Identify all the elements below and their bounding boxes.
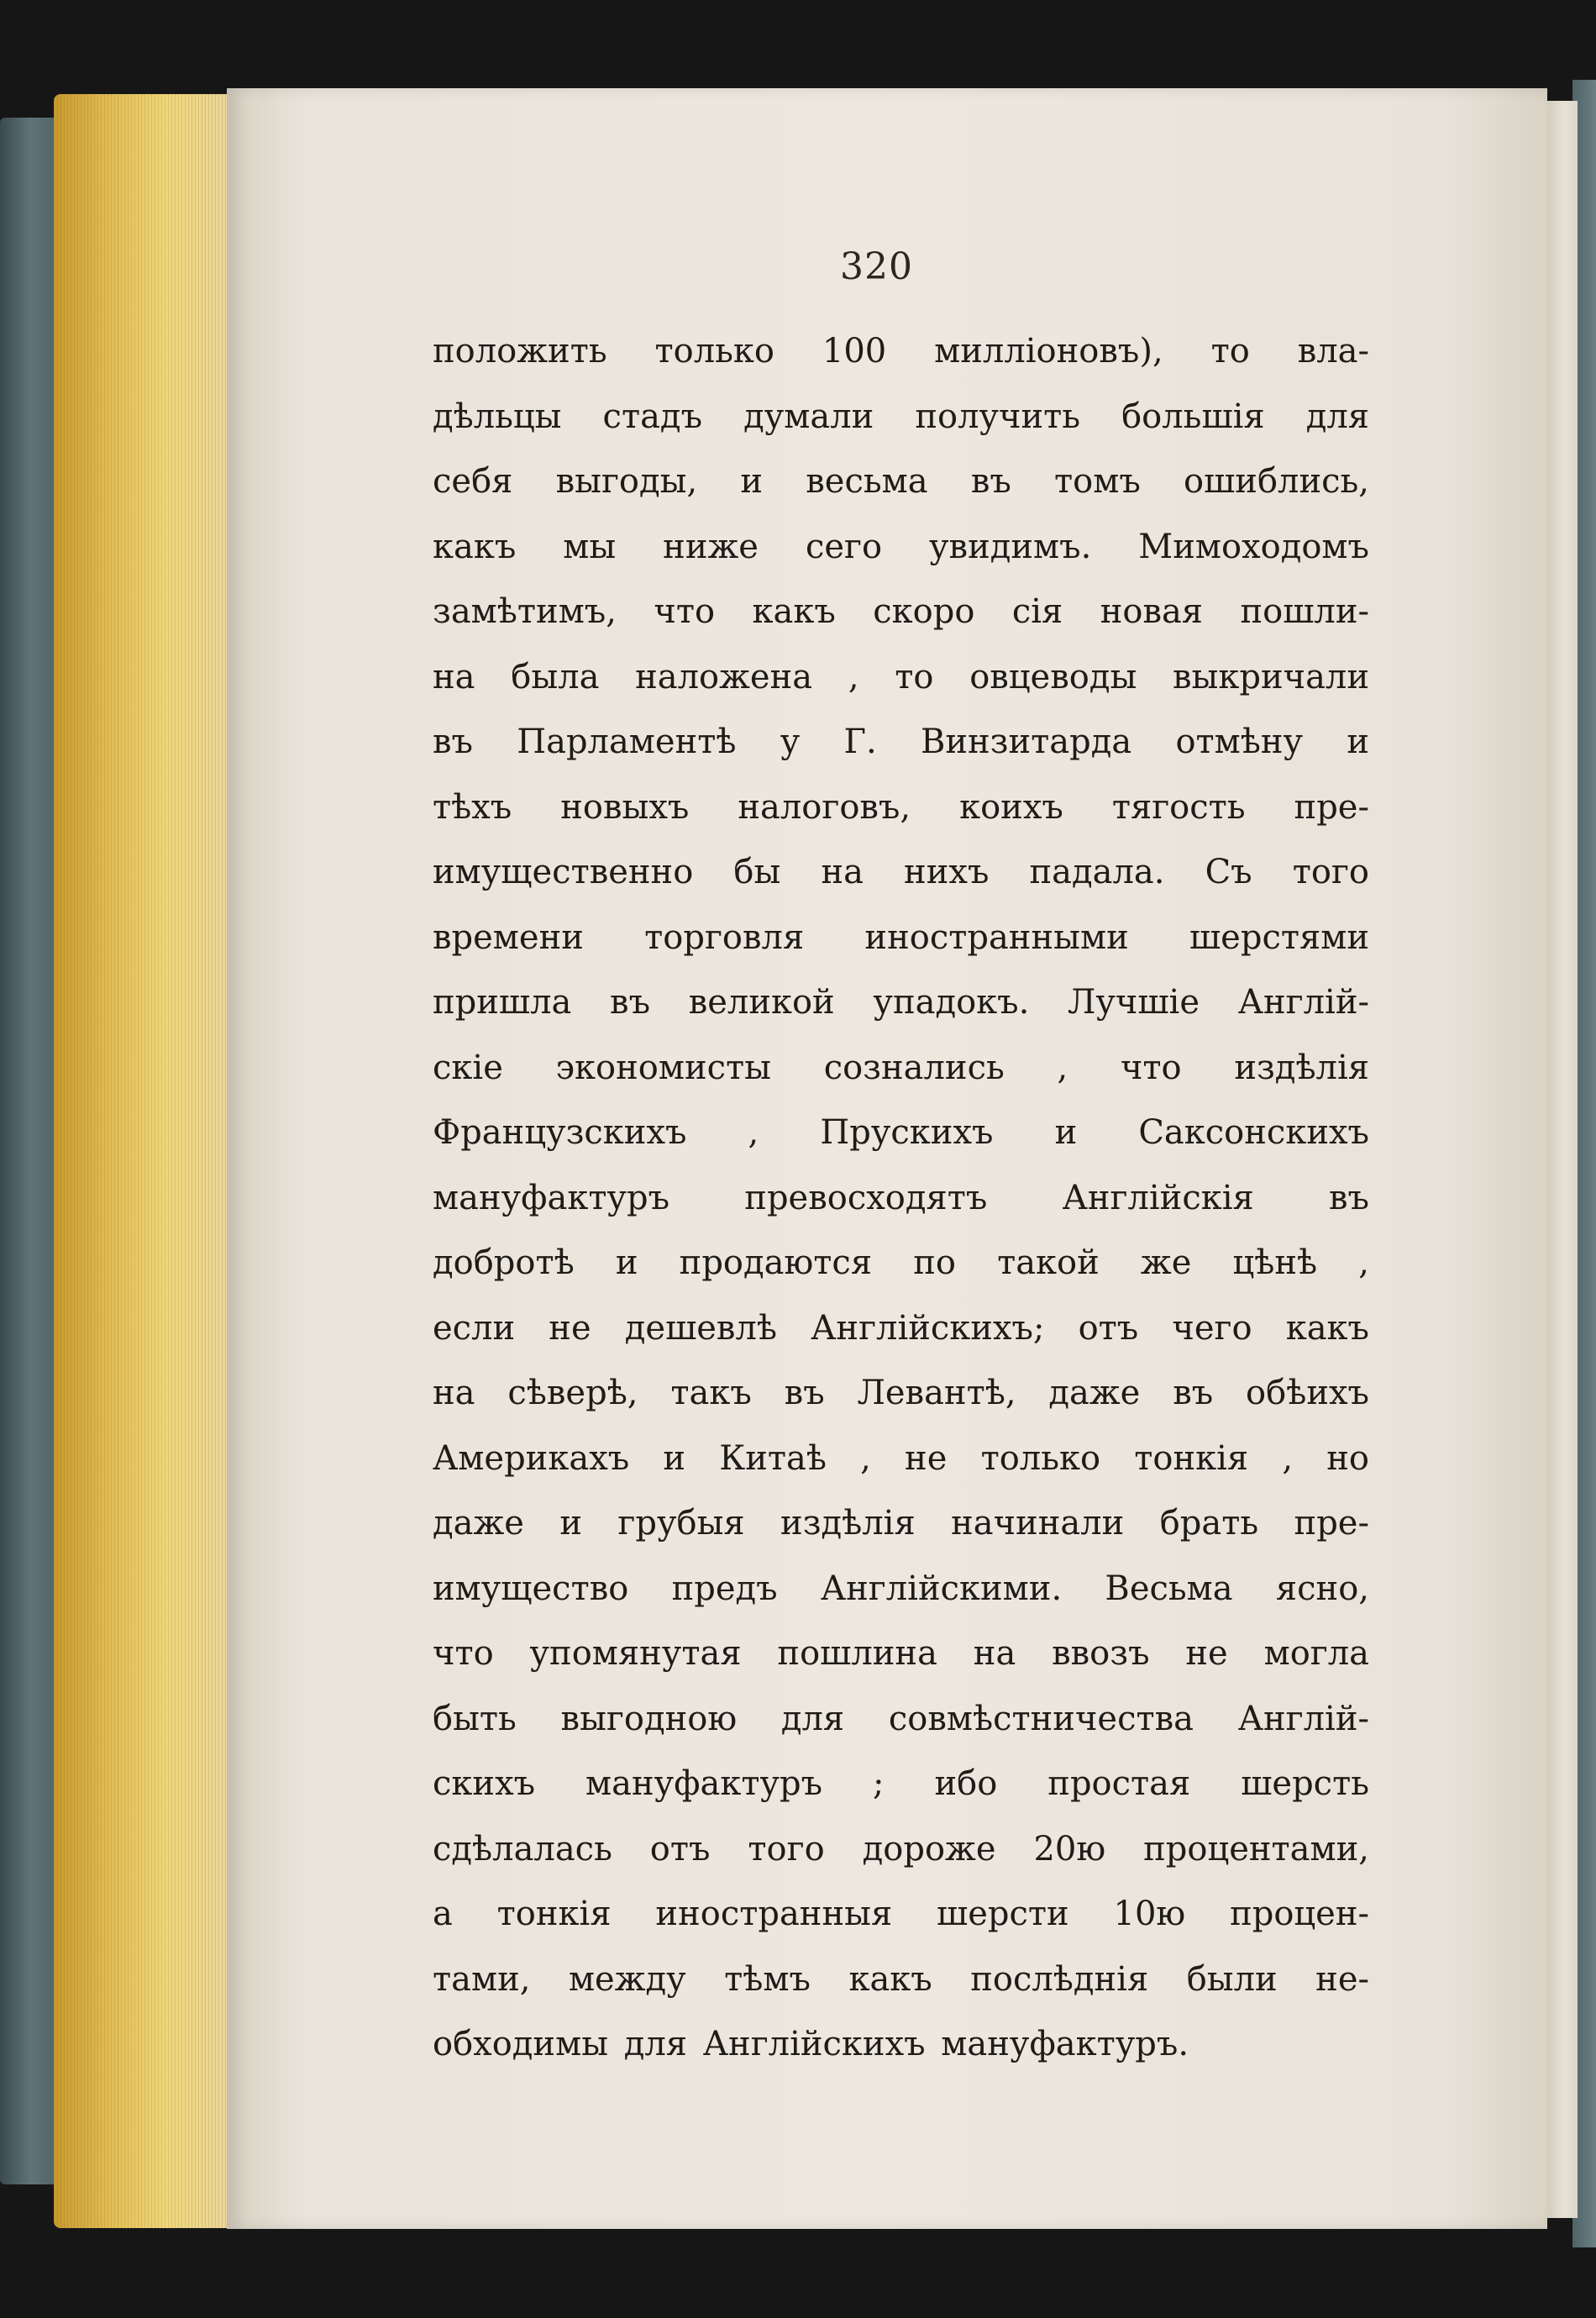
page-number: 320	[840, 245, 913, 288]
text-line: имущественно бы на нихъ падала. Съ того	[433, 853, 1369, 891]
text-line: мануфактуръ превосходятъ Англiйскiя въ	[433, 1178, 1369, 1217]
text-line: пришла въ великой упадокъ. Лучшiе Англiй-	[433, 983, 1369, 1022]
text-line: имущество предъ Англiйскими. Весьма ясно,	[433, 1569, 1369, 1608]
text-line: а тонкiя иностранныя шерсти 10ю процен-	[433, 1895, 1369, 1933]
text-line: себя выгоды, и весьма въ томъ ошиблись,	[433, 462, 1369, 501]
text-line: скiе экономисты сознались , что издѣлiя	[433, 1048, 1369, 1087]
text-line: скихъ мануфактуръ ; ибо простая шерсть	[433, 1764, 1369, 1803]
gilt-page-edges	[54, 94, 240, 2228]
text-line: тами, между тѣмъ какъ послѣднiя были не-	[433, 1959, 1369, 1999]
text-line: сдѣлалась отъ того дороже 20ю процентами,	[433, 1829, 1369, 1869]
text-line: замѣтимъ, что какъ скоро сiя новая пошли-	[433, 592, 1369, 631]
body-text	[433, 319, 1369, 2078]
facing-page-edge	[1542, 101, 1578, 2218]
text-line: Америкахъ и Китаѣ , не только тонкiя , но	[433, 1438, 1369, 1478]
text-line: на сѣверѣ, такъ въ Левантѣ, даже въ обѣихъ	[433, 1374, 1369, 1412]
text-line: положить только 100 миллiоновъ), то вла-	[433, 332, 1369, 371]
text-line: на была наложена , то овцеводы выкричали	[433, 657, 1369, 696]
text-line: какъ мы ниже сего увидимъ. Мимоходомъ	[433, 527, 1369, 566]
text-line: времени торговля иностранными шерстями	[433, 917, 1369, 957]
text-line: обходимы для Англiйскихъ мануфактуръ.	[433, 2025, 1189, 2063]
text-line: тѣхъ новыхъ налоговъ, коихъ тягость пре-	[433, 787, 1369, 827]
text-line: добротѣ и продаются по такой же цѣнѣ ,	[433, 1243, 1369, 1282]
text-line: въ Парламентѣ у Г. Винзитарда отмѣну и	[433, 723, 1369, 761]
text-line: если не дешевлѣ Англiйскихъ; отъ чего какъ	[433, 1308, 1369, 1348]
text-line: дѣльцы стадъ думали получить большiя для	[433, 397, 1369, 436]
text-line: Французскихъ , Прускихъ и Саксонскихъ	[433, 1113, 1369, 1152]
text-line: быть выгодною для совмѣстничества Англiй-	[433, 1699, 1369, 1738]
text-line: даже и грубыя издѣлiя начинали брать пре-	[433, 1504, 1369, 1543]
text-line: что упомянутая пошлина на ввозъ не могла	[433, 1634, 1369, 1673]
